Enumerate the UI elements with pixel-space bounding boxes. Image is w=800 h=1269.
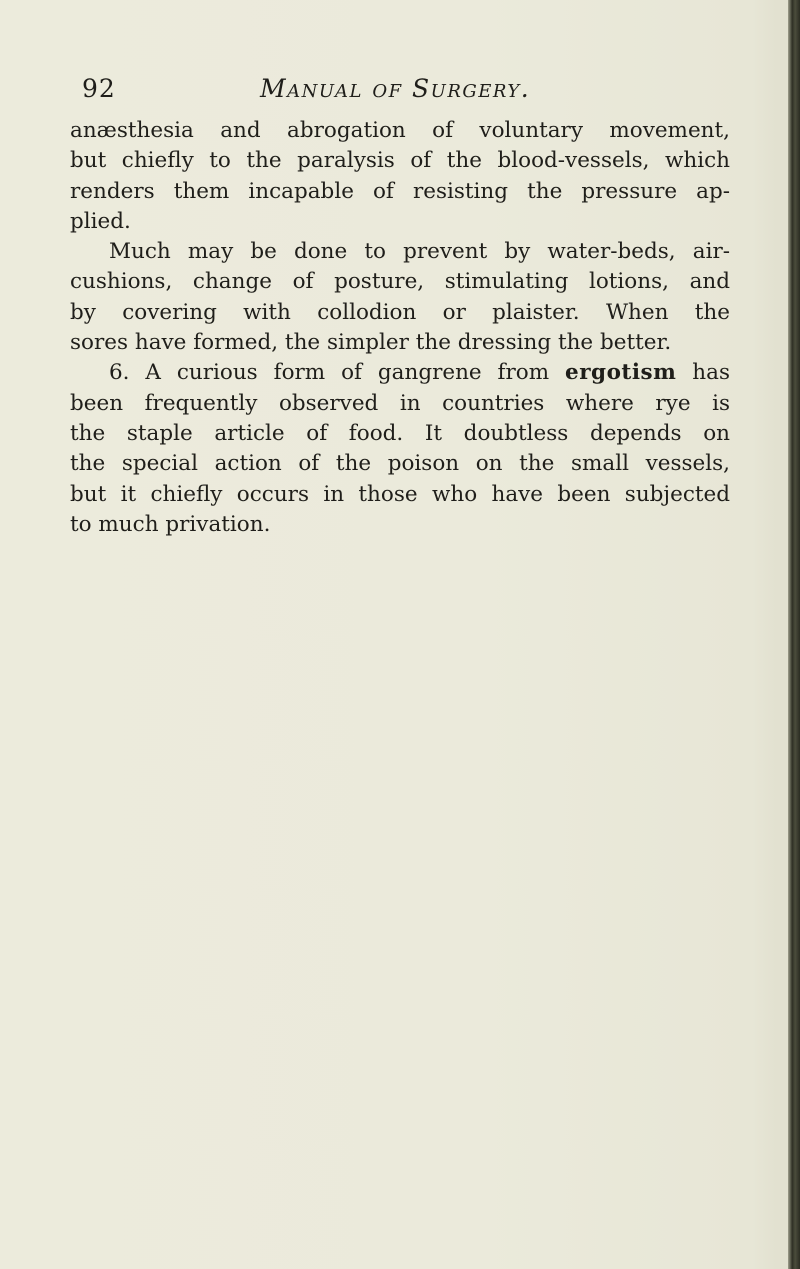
- text-line: been frequently observed in countries where rye is: [70, 390, 730, 416]
- text-line: anæsthesia and abrogation of voluntary movement,: [70, 118, 730, 143]
- text-line: but chiefly to the paralysis of the blood-vessels, which: [70, 148, 730, 174]
- page-edge: [788, 0, 800, 1269]
- text-line: the special action of the poison on the small vessels,: [70, 451, 730, 477]
- paragraph-3: [70, 358, 730, 540]
- text-line: sores have formed, the simpler the dressing the better.: [70, 330, 672, 356]
- text-line: Much may be done to prevent by water-beds, air-: [109, 239, 730, 265]
- emphasized-term: ergotism: [565, 360, 677, 386]
- paragraph-1: [70, 116, 730, 237]
- page-header: [70, 74, 730, 108]
- text-line: the staple article of food. It doubtless depends on: [70, 420, 730, 446]
- text-segment: 6. A curious form of gangrene from: [109, 360, 550, 386]
- running-title: Manual of Surgery.: [260, 74, 531, 103]
- text-line: [70, 358, 730, 388]
- text-line: by covering with collodion or plaister. When the: [70, 299, 730, 325]
- text-line: cushions, change of posture, stimulating lotions, and: [70, 269, 730, 295]
- text-segment: has: [692, 360, 730, 386]
- text-line: to much privation.: [70, 511, 271, 537]
- text-line: renders them incapable of resisting the pressure ap-: [70, 178, 730, 204]
- page-number: 92: [82, 74, 116, 103]
- body-text: [70, 116, 730, 540]
- text-line: plied.: [70, 208, 131, 234]
- text-line: but it chiefly occurs in those who have been subjected: [70, 481, 730, 507]
- paragraph-2: [70, 237, 730, 358]
